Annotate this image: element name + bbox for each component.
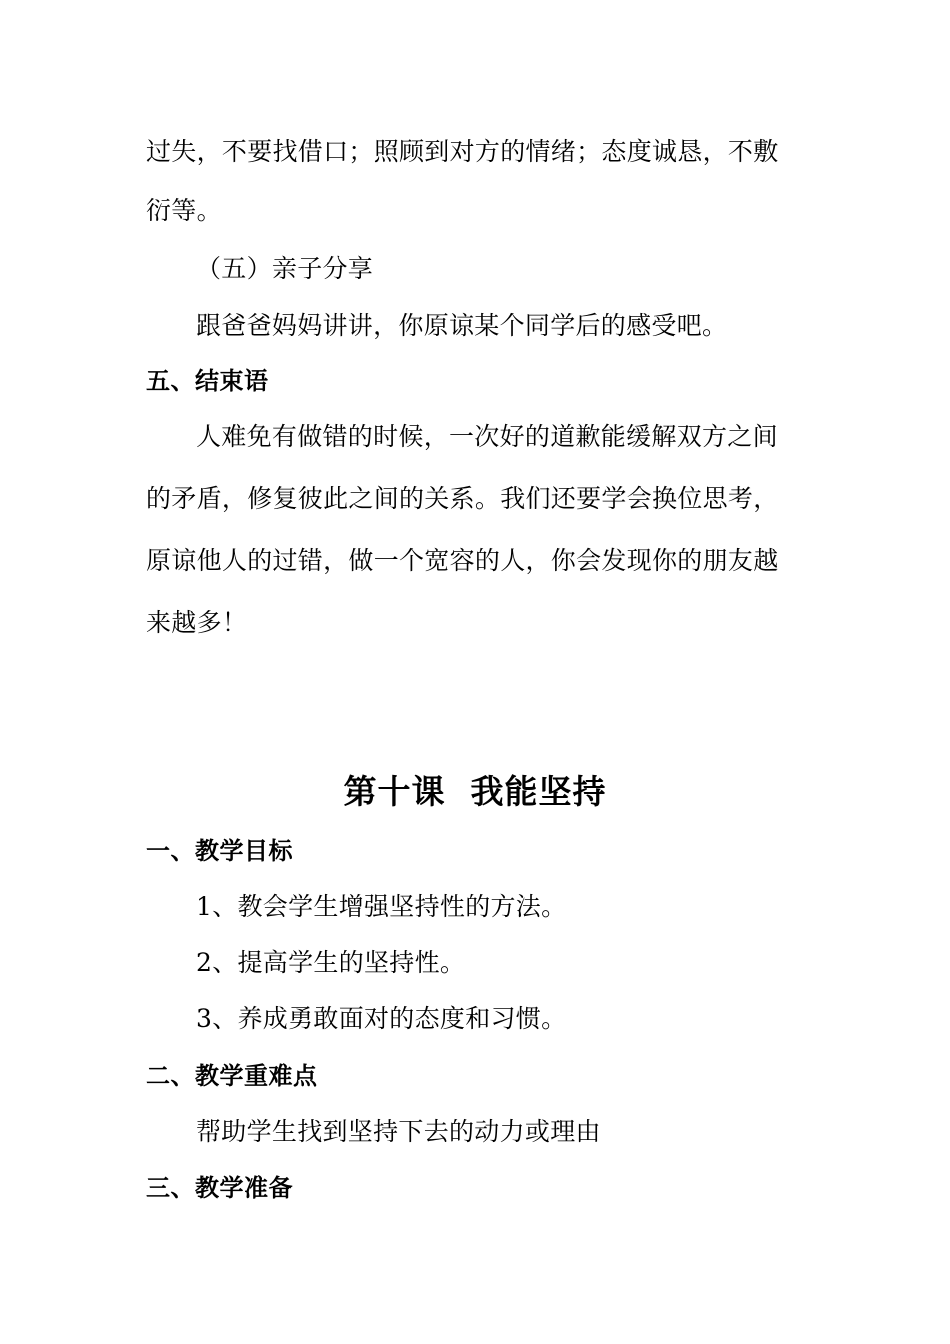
closing-paragraph-line-2: 的矛盾，修复彼此之间的关系。我们还要学会换位思考，	[146, 484, 779, 513]
section-heading-key-points: 二、教学重难点	[146, 1062, 318, 1090]
lesson-title: 第十课 我能坚持	[343, 772, 607, 811]
goal-item: 3、养成勇敢面对的态度和习惯。	[196, 1004, 567, 1033]
closing-paragraph-line-4: 来越多！	[146, 608, 248, 637]
subsection-text: 跟爸爸妈妈讲讲，你原谅某个同学后的感受吧。	[196, 311, 728, 340]
goal-item: 2、提高学生的坚持性。	[196, 948, 466, 977]
goal-item: 1、教会学生增强坚持性的方法。	[196, 892, 567, 921]
section-heading-conclusion: 五、结束语	[146, 367, 269, 395]
paragraph-continued-line-2: 衍等。	[146, 196, 222, 225]
subsection-heading-parent-child-sharing: （五）亲子分享	[196, 254, 374, 283]
section-heading-preparation: 三、教学准备	[146, 1174, 293, 1202]
paragraph-continued-line-1: 过失，不要找借口；照顾到对方的情绪；态度诚恳，不敷	[146, 137, 779, 166]
section-heading-teaching-goals: 一、教学目标	[146, 837, 293, 865]
key-point-text: 帮助学生找到坚持下去的动力或理由	[196, 1117, 601, 1146]
closing-paragraph-line-3: 原谅他人的过错，做一个宽容的人，你会发现你的朋友越	[146, 546, 779, 575]
closing-paragraph-line-1: 人难免有做错的时候，一次好的道歉能缓解双方之间	[196, 422, 778, 451]
